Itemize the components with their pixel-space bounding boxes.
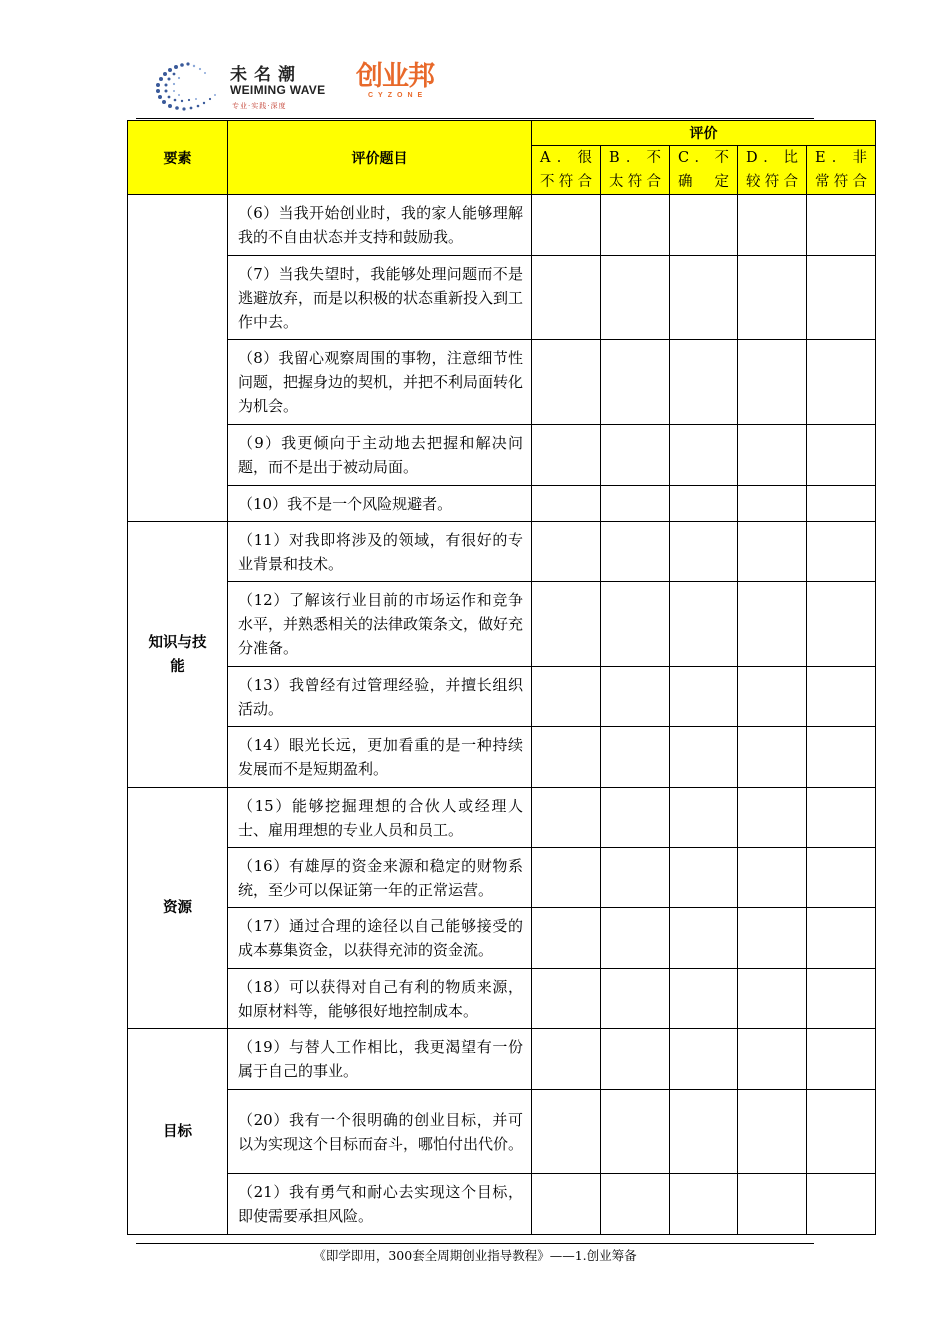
rating-cell-e[interactable]: [807, 1174, 876, 1235]
table-row: [128, 582, 876, 667]
question-6: （6）当我开始创业时，我的家人能够理解我的不自由状态并支持和鼓励我。: [228, 195, 532, 256]
rating-cell-a[interactable]: [532, 582, 601, 667]
rating-cell-a[interactable]: [532, 1090, 601, 1174]
table-row: [128, 969, 876, 1029]
rating-cell-c[interactable]: [670, 1029, 738, 1090]
rating-cell-b[interactable]: [601, 425, 670, 486]
rating-cell-d[interactable]: [738, 582, 807, 667]
header-evaluation: 评价: [532, 121, 876, 146]
question-11: （11）对我即将涉及的领域，有很好的专业背景和技术。: [228, 522, 532, 582]
question-10: （10）我不是一个风险规避者。: [228, 486, 532, 522]
question-16: （16）有雄厚的资金来源和稳定的财物系统，至少可以保证第一年的正常运营。: [228, 848, 532, 908]
rating-cell-a[interactable]: [532, 788, 601, 848]
header-element: 要素: [128, 121, 228, 195]
rating-cell-c[interactable]: [670, 340, 738, 425]
rating-cell-a[interactable]: [532, 969, 601, 1029]
rating-cell-b[interactable]: [601, 727, 670, 788]
rating-cell-b[interactable]: [601, 340, 670, 425]
element-cell: 目标: [128, 1029, 228, 1235]
rating-cell-e[interactable]: [807, 425, 876, 486]
rating-cell-b[interactable]: [601, 1174, 670, 1235]
weiming-cn-name: 未名潮: [230, 65, 302, 85]
rating-cell-a[interactable]: [532, 340, 601, 425]
element-cell: 资源: [128, 788, 228, 1029]
header-divider: [136, 118, 814, 119]
rating-cell-e[interactable]: [807, 969, 876, 1029]
rating-cell-e[interactable]: [807, 195, 876, 256]
footer-divider: [136, 1243, 814, 1244]
rating-cell-e[interactable]: [807, 1029, 876, 1090]
element-cell: [128, 195, 228, 522]
rating-cell-a[interactable]: [532, 486, 601, 522]
rating-cell-b[interactable]: [601, 908, 670, 969]
table-row: [128, 425, 876, 486]
rating-cell-d[interactable]: [738, 425, 807, 486]
rating-cell-d[interactable]: [738, 522, 807, 582]
question-17: （17）通过合理的途径以自己能够接受的成本募集资金，以获得充沛的资金流。: [228, 908, 532, 969]
rating-cell-e[interactable]: [807, 667, 876, 727]
cyzone-cn-name: 创业邦: [356, 61, 434, 92]
table-row: [128, 908, 876, 969]
rating-cell-d[interactable]: [738, 1090, 807, 1174]
cyzone-logo: [356, 62, 456, 106]
rating-cell-d[interactable]: [738, 788, 807, 848]
rating-cell-e[interactable]: [807, 788, 876, 848]
rating-cell-d[interactable]: [738, 727, 807, 788]
question-21: （21）我有勇气和耐心去实现这个目标，即使需要承担风险。: [228, 1174, 532, 1235]
question-20: （20）我有一个很明确的创业目标，并可以为实现这个目标而奋斗，哪怕付出代价。: [228, 1090, 532, 1174]
header-question: 评价题目: [228, 121, 532, 195]
wave-swirl-icon: [148, 58, 228, 114]
option-a: A．很不符合: [532, 146, 601, 195]
rating-cell-c[interactable]: [670, 522, 738, 582]
rating-cell-d[interactable]: [738, 340, 807, 425]
rating-cell-b[interactable]: [601, 969, 670, 1029]
rating-cell-b[interactable]: [601, 788, 670, 848]
rating-cell-e[interactable]: [807, 727, 876, 788]
table-row: [128, 340, 876, 425]
rating-cell-d[interactable]: [738, 1029, 807, 1090]
rating-cell-a[interactable]: [532, 256, 601, 340]
rating-cell-e[interactable]: [807, 256, 876, 340]
rating-cell-a[interactable]: [532, 1174, 601, 1235]
rating-cell-c[interactable]: [670, 788, 738, 848]
question-12: （12）了解该行业目前的市场运作和竞争水平，并熟悉相关的法律政策条文，做好充分准备。: [228, 582, 532, 667]
question-9: （9）我更倾向于主动地去把握和解决问题，而不是出于被动局面。: [228, 425, 532, 486]
rating-cell-e[interactable]: [807, 522, 876, 582]
rating-cell-a[interactable]: [532, 727, 601, 788]
rating-cell-a[interactable]: [532, 522, 601, 582]
rating-cell-c[interactable]: [670, 908, 738, 969]
rating-cell-b[interactable]: [601, 667, 670, 727]
table-row: [128, 256, 876, 340]
rating-cell-b[interactable]: [601, 195, 670, 256]
rating-cell-e[interactable]: [807, 582, 876, 667]
rating-cell-b[interactable]: [601, 582, 670, 667]
rating-cell-a[interactable]: [532, 1029, 601, 1090]
rating-cell-e[interactable]: [807, 1090, 876, 1174]
rating-cell-d[interactable]: [738, 969, 807, 1029]
rating-cell-d[interactable]: [738, 667, 807, 727]
rating-cell-c[interactable]: [670, 1174, 738, 1235]
rating-cell-b[interactable]: [601, 486, 670, 522]
question-13: （13）我曾经有过管理经验，并擅长组织活动。: [228, 667, 532, 727]
question-14: （14）眼光长远，更加看重的是一种持续发展而不是短期盈利。: [228, 727, 532, 788]
cyzone-en-name: CYZONE: [368, 92, 428, 99]
question-19: （19）与替人工作相比，我更渴望有一份属于自己的事业。: [228, 1029, 532, 1090]
weiming-wave-logo: [148, 58, 328, 114]
table-row: [128, 848, 876, 908]
rating-cell-e[interactable]: [807, 340, 876, 425]
table-row: [128, 667, 876, 727]
table-row: [128, 486, 876, 522]
question-7: （7）当我失望时，我能够处理问题而不是逃避放弃，而是以积极的状态重新投入到工作中去。: [228, 256, 532, 340]
rating-cell-e[interactable]: [807, 908, 876, 969]
rating-cell-e[interactable]: [807, 486, 876, 522]
question-18: （18）可以获得对自己有利的物质来源，如原材料等，能够很好地控制成本。: [228, 969, 532, 1029]
option-c: C．不确定: [670, 146, 738, 195]
rating-cell-d[interactable]: [738, 908, 807, 969]
rating-cell-d[interactable]: [738, 1174, 807, 1235]
rating-cell-c[interactable]: [670, 667, 738, 727]
rating-cell-d[interactable]: [738, 486, 807, 522]
weiming-tagline: 专业·实践·深度: [232, 102, 287, 110]
rating-cell-c[interactable]: [670, 195, 738, 256]
rating-cell-c[interactable]: [670, 848, 738, 908]
rating-cell-b[interactable]: [601, 848, 670, 908]
rating-cell-a[interactable]: [532, 195, 601, 256]
question-15: （15）能够挖掘理想的合伙人或经理人士、雇用理想的专业人员和员工。: [228, 788, 532, 848]
rating-cell-c[interactable]: [670, 256, 738, 340]
rating-cell-b[interactable]: [601, 1029, 670, 1090]
rating-cell-a[interactable]: [532, 667, 601, 727]
rating-cell-c[interactable]: [670, 727, 738, 788]
table-row: [128, 1174, 876, 1235]
rating-cell-c[interactable]: [670, 425, 738, 486]
option-d: D．比较符合: [738, 146, 807, 195]
rating-cell-d[interactable]: [738, 256, 807, 340]
table-row: [128, 1029, 876, 1090]
rating-cell-a[interactable]: [532, 425, 601, 486]
table-row: [128, 522, 876, 582]
rating-cell-c[interactable]: [670, 582, 738, 667]
rating-cell-a[interactable]: [532, 848, 601, 908]
rating-cell-b[interactable]: [601, 522, 670, 582]
rating-cell-a[interactable]: [532, 908, 601, 969]
rating-cell-c[interactable]: [670, 486, 738, 522]
table-row: [128, 1090, 876, 1174]
element-cell: 知识与技能: [128, 522, 228, 788]
rating-cell-d[interactable]: [738, 195, 807, 256]
rating-cell-b[interactable]: [601, 256, 670, 340]
table-row: [128, 788, 876, 848]
rating-cell-d[interactable]: [738, 848, 807, 908]
rating-cell-c[interactable]: [670, 1090, 738, 1174]
evaluation-table: [127, 120, 876, 1235]
option-e: E．非常符合: [807, 146, 876, 195]
question-8: （8）我留心观察周围的事物，注意细节性问题，把握身边的契机，并把不利局面转化为机会。: [228, 340, 532, 425]
rating-cell-b[interactable]: [601, 1090, 670, 1174]
option-b: B．不太符合: [601, 146, 670, 195]
rating-cell-e[interactable]: [807, 848, 876, 908]
table-row: [128, 195, 876, 256]
weiming-en-name: WEIMING WAVE: [230, 83, 326, 97]
rating-cell-c[interactable]: [670, 969, 738, 1029]
table-row: [128, 727, 876, 788]
page-footer: 《即学即用，300套全周期创业指导教程》——1.创业筹备: [313, 1248, 637, 1263]
